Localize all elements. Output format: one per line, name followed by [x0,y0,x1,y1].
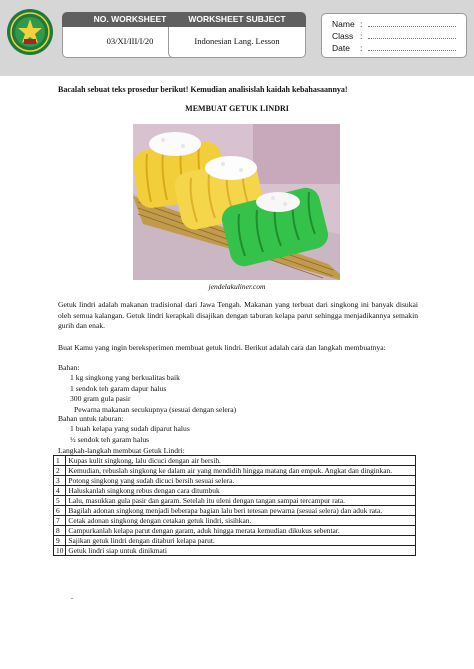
getuk-lindri-photo [133,124,340,280]
school-emblem-icon [6,8,54,56]
step-text: Potong singkong yang sudah dicuci bersih sesuai selera. [66,476,416,486]
worksheet-subject-box [168,12,306,58]
step-text: Haluskanlah singkong rebus dengan cara ditumbuk [66,486,416,496]
topping-label: Bahan untuk taburan: [58,414,124,423]
date-row [332,42,456,54]
step-number: 7 [54,516,66,526]
table-row [54,486,416,496]
step-number: 3 [54,476,66,486]
topping-ingredients-list [58,414,418,445]
table-row [54,526,416,536]
step-number: 1 [54,456,66,466]
ingredients-list [58,363,418,415]
image-caption: jendelakuliner.com [208,282,266,291]
ingredients-label: Bahan: [58,363,80,372]
steps-intro-paragraph: Buat Kamu yang ingin bereksperimen membuat getuk lindri. Berikut adalah cara dan langkah membuatnya: [58,343,386,352]
name-row [332,18,456,30]
table-row [54,476,416,486]
table-row [54,546,416,556]
class-separator: : [360,31,363,41]
date-separator: : [360,43,363,53]
name-separator: : [360,19,363,29]
worksheet-number-label: NO. WORKSHEET [62,12,198,27]
ingredient-item: 1 sendok teh garam dapur halus [70,383,167,393]
class-field[interactable] [368,30,456,39]
date-field[interactable] [368,42,456,51]
trailing-mark: . [71,592,73,601]
intro-paragraph: Getuk lindri adalah makanan tradisional dari Jawa Tengah. Makanan yang terbuat dari singkong ini banyak disukai oleh semua kalangan. Getuk lindri kerapkali disajikan dengan taburan kelapa parut sehingga menjadikannya semakin gurih dan enak. [58,300,418,330]
step-number: 8 [54,526,66,536]
class-row [332,30,456,42]
steps-label: Langkah-langkah membuat Getuk Lindri: [58,446,185,455]
document-title: MEMBUAT GETUK LINDRI [185,104,289,113]
table-row [54,516,416,526]
worksheet-subject-value: Indonesian Lang. Lesson [168,27,306,58]
worksheet-subject-label: WORKSHEET SUBJECT [168,12,306,27]
step-number: 5 [54,496,66,506]
class-label: Class [332,31,354,41]
step-text: Cetak adonan singkong dengan cetakan getuk lindri, sisihkan. [66,516,416,526]
topping-item: 1 buah kelapa yang sudah diparut halus [70,424,190,434]
table-row [54,466,416,476]
step-text: Lalu, masukkan gula pasir dan garam. Setelah itu uleni dengan tangan sampai tercampur rata. [66,496,416,506]
step-number: 10 [54,546,66,556]
steps-table [53,455,416,556]
name-label: Name [332,19,355,29]
step-text: Campurkanlah kelapa parut dengan garam, aduk hingga merata kemudian dikukus sebentar. [66,526,416,536]
step-text: Bagilah adonan singkong menjadi beberapa bagian lalu beri tetesan pewarna (sesuai selera) dan aduk rata. [66,506,416,516]
step-number: 2 [54,466,66,476]
step-number: 4 [54,486,66,496]
step-text: Getuk lindri siap untuk dinikmati [66,546,416,556]
table-row [54,536,416,546]
ingredient-item: Pewarna makanan secukupnya (sesuai dengan selera) [74,404,237,414]
table-row [54,506,416,516]
student-identity-box [321,13,467,58]
step-text: Sajikan getuk lindri dengan ditaburi kelapa parut. [66,536,416,546]
table-row [54,496,416,506]
table-row [54,456,416,466]
step-text: Kupas kulit singkong, lalu dicuci dengan air bersih. [66,456,416,466]
step-text: Kemudian, rebuslah singkong ke dalam air yang mendidih hingga matang dan empuk. Angkat dan dinginkan. [66,466,416,476]
instruction-text: Bacalah sebuat teks prosedur berikut! Kemudian analisislah kaidah kebahasaannya! [58,85,348,94]
name-field[interactable] [368,18,456,27]
ingredient-item: 300 gram gula pasir [70,394,131,404]
date-label: Date [332,43,350,53]
ingredient-item: 1 kg singkong yang berkualitas baik [70,373,180,383]
step-number: 6 [54,506,66,516]
topping-item: ½ sendok teh garam halus [70,434,150,444]
step-number: 9 [54,536,66,546]
worksheet-header [0,0,474,76]
worksheet-number-value: 03/XI/III/I/20 [62,27,198,58]
